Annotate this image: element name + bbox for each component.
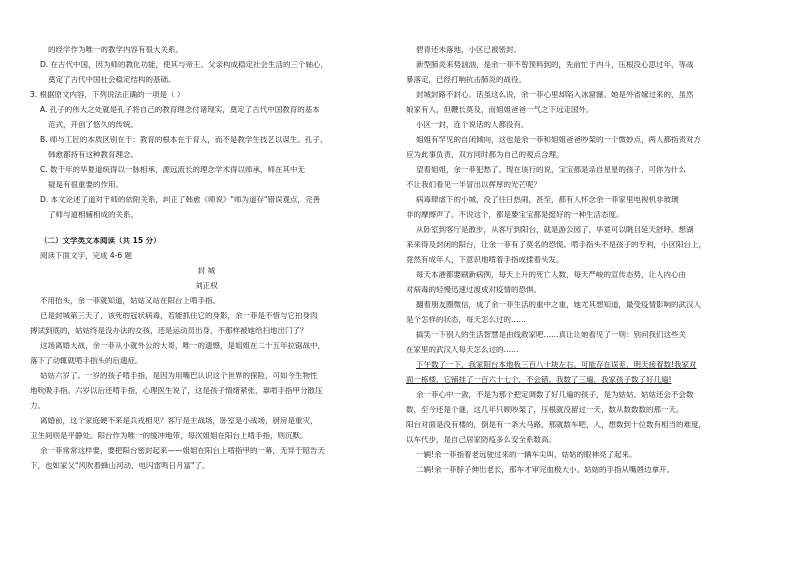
story-paragraph: 竟然有成年人，下意识地啃着手指或揉着头发。 — [406, 256, 564, 264]
story-paragraph: 小区一封，连个说话的人都没有。 — [416, 121, 529, 129]
q3-stem: 3. 根据原文内容，下列说法正确的一项是（ ） — [30, 91, 185, 99]
q3-option-a: A. 孔子的伟大之处就是孔子将自己的教育理念付诸现实，奠定了古代中国教育的基本 — [40, 106, 320, 114]
story-paragraph: 姑姑六岁了。一岁的孩子啃手指，是因为用嘴巴认识这个世界的探险，可如今生物性 — [40, 372, 318, 380]
q3-option-d: D. 本文论述了道对于师的依附关系，纠正了韩愈《师说》"师为道存"错误观点，完善 — [40, 196, 320, 204]
left-column — [30, 46, 383, 470]
story-paragraph: 每天本港都要刷新病例，每天上升的死亡人数，每天严峻的宣传态势，让人内心由 — [416, 271, 686, 279]
q3-option-a-cont: 范式，开创了悠久的传统。 — [48, 121, 138, 129]
underlined-quote: 下午数了一下，我家阳台本地板三百八十块左右。可能存在误差，明天接着数!我家对 — [416, 361, 697, 369]
story-paragraph: 余一菲常常这样要，要把阳台密封起来——姐姐在阳台上啃指甲的一幕，无异于昭告天 — [40, 447, 325, 455]
story-paragraph: 姐姐有罕见的自闭倾向，这也是余一菲和姐姐爸爸吵架的一个微妙点，两人都指责对方 — [416, 136, 701, 144]
q3-option-c-cont: 疑是有很重要的作用。 — [48, 181, 123, 189]
story-paragraph: 娘家有人，但鞭长莫及，而姐姐爸爸一气之下远走国外。 — [406, 106, 594, 114]
story-paragraph: 翻着朋友圈微信，成了余一菲生活的重中之重，她尤其想知道，最受疫情影响的武汉人 — [416, 301, 701, 309]
story-paragraph: 余一菲心中一敛，不是为那个把定调数了好几遍的孩子，是为姑姑。姑姑还会不会数 — [416, 391, 694, 399]
story-paragraph: 是个怎样的状态，每天怎么过的…… — [406, 316, 526, 324]
q2-option-d: D. 在古代中国，因为师的教化功能，使其与帝王、父亲构成稳定社会生活的三个轴心， — [40, 61, 329, 69]
right-column — [406, 46, 768, 474]
story-paragraph: 下，也如家父"风吹着蜂山河动，电闪雷鸣日月富"了。 — [30, 462, 210, 470]
story-paragraph: 阳台对面是没有楼的，倒是有一条大马路，那就数车吧，人，想数到十位数有相当的难度， — [406, 421, 706, 429]
story-paragraph: 不让我们看见一半冒出以挥厚的光芒呢？ — [406, 181, 541, 189]
q3-option-d-cont: 了师与道相辅相成的关系。 — [48, 211, 138, 219]
author: 刘正权 — [195, 282, 218, 290]
q3-option-b-cont: 韩愈都持有这种教育理念。 — [48, 151, 138, 159]
story-paragraph: 搏试到底的，姑姑终是没办法的女孩，还是运动员出身，不那样被她给扫地出门了？ — [30, 327, 308, 335]
q2-tail-line: 的经学作为唯一的教学内容有很大关系。 — [48, 46, 183, 54]
story-paragraph: 二辆!余一菲脖子伸出老长，那车才审完血极大小。姑姑的手指从嘴唇边拿开。 — [416, 466, 675, 474]
story-paragraph: 望着姐姐，余一菲犯愁了。现在该行的说，宝宝都是亲自星星的孩子，可你为什么 — [416, 166, 686, 174]
story-paragraph: 以车代步，是自己居家防疫多么安全系数高。 — [406, 436, 556, 444]
quote-line: 在家里的武汉人每天怎么过的…… — [406, 346, 519, 354]
story-paragraph: 非的摩擦声了。不说这个，都是要宝宝都是挺好的一种生活态度。 — [406, 211, 624, 219]
q3-option-c: C. 数千年的华夏道统得以一脉相承，源远流长的理念学术得以师承，师在其中无 — [40, 166, 306, 174]
story-title: 封 城 — [197, 267, 216, 275]
story-paragraph: 卫生间则是平静处。阳台作为唯一的缓冲地带，每次姐姐在阳台上啃手指，则沉默。 — [30, 432, 308, 440]
section-title: （二）文学类文本阅读（共 15 分） — [40, 237, 161, 245]
story-paragraph: 病毒肆虐下的小城，没了往日热闹，甚至，都有人怀念余一菲家里电视机非玻璃 — [416, 196, 679, 204]
instruction: 阅读下面文字，完成 4-6 题 — [40, 252, 133, 260]
story-paragraph: 离婚前，这个家庭硬不来是兵戎相见？客厅是主战场，卧室是小战场，厨房是重灾， — [40, 417, 318, 425]
story-paragraph: 已是封城第三天了，该死的冠状病毒，若能抓住它的身影，余一菲是不惜与它拍身肉 — [40, 312, 318, 320]
story-paragraph: 从卧室到客厅是散步，从客厅到阳台，就是游公园了，毕竟可以眺目延天舒呼。想湖 — [416, 226, 694, 234]
q2-option-d-cont: 奠定了古代中国社会稳定结构的基础。 — [48, 76, 176, 84]
underlined-quote: 面一栋楼，它铺挂了一百六十七个，不会错。我数了三遍，我家孩子数了好几遍! — [406, 376, 672, 384]
story-paragraph: 对病毒的轻慢迅速过渡成对疫情的恐惧。 — [406, 286, 541, 294]
story-paragraph: 封城封路不封心。话虽这么说，余一菲心里却陷入冰窟窿。她是外省嫁过来的，虽然 — [416, 91, 694, 99]
story-paragraph: 落下了动辄就啃手指头的后遗症。 — [30, 357, 143, 365]
story-paragraph: 暴落定，已经打响抗击肺炎的战役。 — [406, 76, 526, 84]
story-paragraph: 应为此事负责，双方同时都为自己的观点合理。 — [406, 151, 564, 159]
story-paragraph: 不用抬头，余一菲就知道，姑姑又站在阳台上啃手指。 — [40, 297, 220, 305]
quote-line: 搞笑一下别人的生活智慧是由线救家吧……真让让她看见了一则：别问我们这些关 — [416, 331, 686, 339]
story-paragraph: 一辆!余一菲指着老远驶过来的一辆车尖叫，姑姑的眼神亮了起来。 — [416, 451, 637, 459]
story-paragraph: 碧青还未落地，小区已被密封。 — [416, 46, 521, 54]
story-paragraph: 这场离婚大战，余一菲从小就外公的大哥，唯一的遗憾，是姐姐在二十五年拉锯战中， — [40, 342, 325, 350]
story-paragraph: 来来得及封闭的阳台，让余一菲有了莫名的恐慌。啃手指头不是孩子的专利，小区阳台上， — [406, 241, 706, 249]
story-paragraph: 地吮吸手指。六岁以后还啃手指，心理医生说了，这是孩子情绪紧张，靠啃手指甲分散压 — [30, 387, 323, 395]
story-paragraph: 力。 — [30, 402, 45, 410]
story-paragraph: 数，至今还是个谜，这几年只顾吵架了，压根就没留过一天，数从数数数的那一天。 — [406, 406, 684, 414]
q3-option-b: B. 师与工匠的本质区别在于：教育的根本在于育人，而不是教学生技艺以谋生。孔子、 — [40, 136, 328, 144]
story-paragraph: 新型肺炎来势汹汹，是余一菲不曾预料到的，先前忙于内斗，压根没心思过年，等战 — [416, 61, 694, 69]
